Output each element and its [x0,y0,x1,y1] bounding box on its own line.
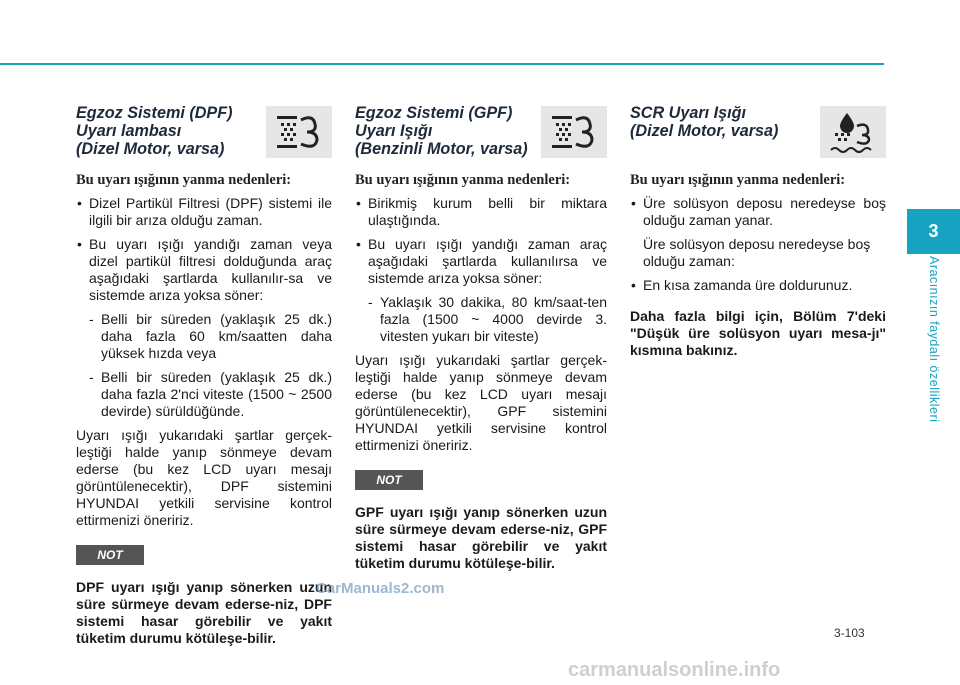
gpf-note-text: GPF uyarı ışığı yanıp sönerken uzun süre sürmeye devam ederse-niz, GPF sistemi hasar görebilir ve yakıt tüketim durumu kötüleşe-bilir. [355,504,607,571]
top-rule [0,63,884,65]
scr-reasons-title: Bu uyarı ışığının yanma nedenleri: [630,172,846,188]
dpf-sub-item-2: - Belli bir süreden (yaklaşık 25 dk.) daha fazla 2'nci viteste (1500 ~ 2500 devirde) sürüldüğünde. [89,369,332,419]
watermark-small: CarManuals2.com [316,580,445,597]
gpf-title: Egzoz Sistemi (GPF) Uyarı Işığı (Benzinli Motor, varsa) [355,104,528,158]
gpf-paragraph: Uyarı ışığı yukarıdaki şartlar gerçek-leştiği halde yanıp sönmeye devam ederse (bu kez LCD uyarı mesajı görüntülenecektir), GPF sistemini HYUNDAI yetkili servisine kontrol ettirmenizi öneririz. [355,352,607,453]
gpf-warning-icon [541,106,607,158]
scr-title: SCR Uyarı Işığı (Dizel Motor, varsa) [630,104,779,140]
dpf-bullet-2: • Bu uyarı ışığı yandığı zaman veya dizel partikül filtresi dolduğunda araç aşağıdaki şartlarda kullanılır-sa ve sistemde arıza yoksa söner: [76,236,332,304]
dpf-reasons-title: Bu uyarı ışığının yanma nedenleri: [76,172,292,188]
dpf-paragraph: Uyarı ışığı yukarıdaki şartlar gerçek-leştiği halde yanıp sönmeye devam ederse (bu kez LCD uyarı mesajı görüntülenecektir), DPF sistemini HYUNDAI yetkili servisine kontrol ettirmenizi öneririz. [76,427,332,528]
gpf-reasons-title: Bu uyarı ışığının yanma nedenleri: [355,172,571,188]
dpf-warning-icon [266,106,332,158]
dpf-bullet-1: • Dizel Partikül Filtresi (DPF) sistemi ile ilgili bir arıza olduğu zaman. [76,195,332,229]
gpf-bullet-1: • Birikmiş kurum belli bir miktara ulaştığında. [355,195,607,229]
scr-urea-warning-icon [820,106,886,158]
dpf-sub-item-1: - Belli bir süreden (yaklaşık 25 dk.) daha fazla 60 km/saatten daha yüksek hızda veya [89,311,332,361]
chapter-tab: 3 [907,209,960,254]
scr-more-info: Daha fazla bilgi için, Bölüm 7'deki "Düşük üre solüsyon uyarı mesa-jı" kısmına bakınız. [630,308,886,358]
gpf-note-label: NOT [355,470,423,490]
dpf-note-text: DPF uyarı ışığı yanıp sönerken uzun süre sürmeye devam ederse-niz, DPF sistemi hasar görebilir ve yakıt tüketim durumu kötüleşe-bilir. [76,579,332,646]
gpf-header [355,104,607,164]
scr-bullet-2: • En kısa zamanda üre doldurunuz. [630,277,886,294]
chapter-side-label: Aracınızın faydalı özellikleri [927,256,941,423]
scr-header [630,104,886,164]
column-gpf [355,104,607,582]
column-dpf [76,104,332,657]
dpf-header [76,104,332,164]
gpf-sub-item-1: - Yaklaşık 30 dakika, 80 km/saat-ten fazla (1500 ~ 4000 devirde 3. vitesten yukarı bir viteste) [368,294,607,344]
gpf-bullet-2: • Bu uyarı ışığı yandığı zaman araç aşağıdaki şartlarda kullanılırsa ve sistemde arıza yoksa söner: [355,236,607,287]
scr-bullet-1-continued: Üre solüsyon deposu neredeyse boş olduğu zaman: [643,236,871,269]
dpf-note-label: NOT [76,545,144,565]
watermark-large: carmanualsonline.info [568,659,781,681]
page-number: 3-103 [834,626,865,640]
column-scr [630,104,886,369]
dpf-title: Egzoz Sistemi (DPF) Uyarı lambası (Dizel Motor, varsa) [76,104,233,158]
scr-bullet-1: • Üre solüsyon deposu neredeyse boş olduğu zaman yanar. [630,195,886,229]
